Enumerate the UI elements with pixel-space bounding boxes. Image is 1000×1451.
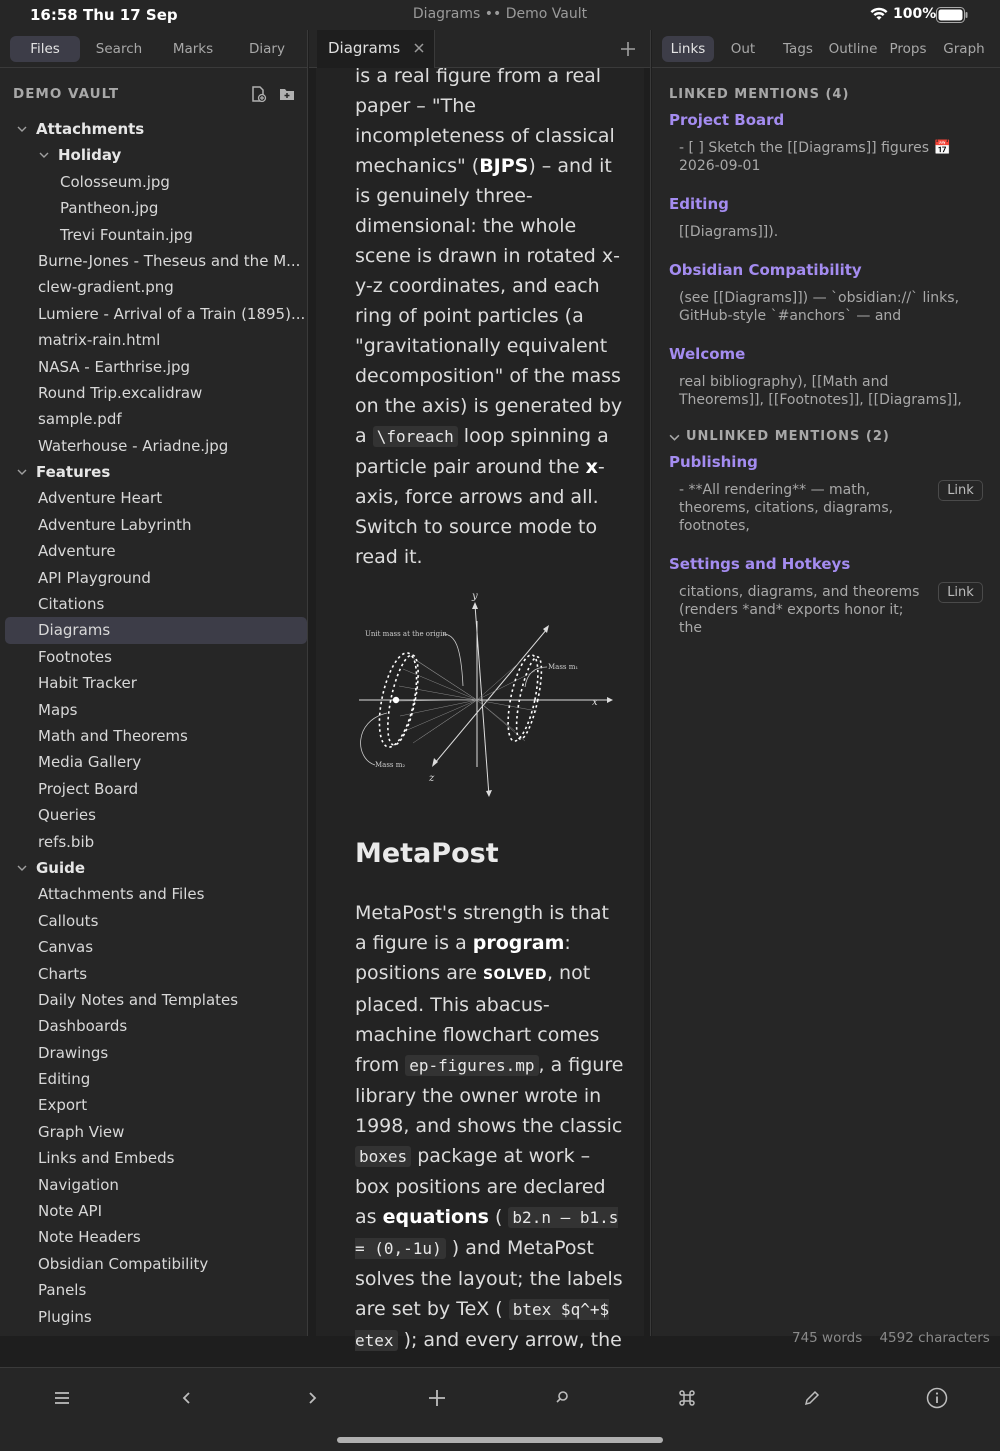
battery-percent: 100% <box>893 6 937 22</box>
file-item[interactable]: sample.pdf <box>38 410 122 429</box>
file-item[interactable]: Maps <box>38 700 78 719</box>
file-sidebar <box>0 30 308 1336</box>
file-item[interactable]: Media Gallery <box>38 753 142 772</box>
file-item[interactable]: Plugins <box>38 1307 92 1326</box>
file-item[interactable]: Editing <box>38 1070 91 1089</box>
chevron-down-icon[interactable] <box>39 150 49 160</box>
vault-name: DEMO VAULT <box>13 86 120 102</box>
inline-code: \foreach <box>373 426 458 447</box>
link-button[interactable]: Link <box>938 582 983 603</box>
word-count <box>792 1330 990 1346</box>
text: ) and MetaPost solves the layout; the labels are set by TeX ( <box>355 1237 623 1320</box>
mention-snippet[interactable]: - **All rendering** — math, theorems, citations, diagrams, footnotes, <box>679 482 894 534</box>
characters-count: 4592 characters <box>879 1330 990 1346</box>
chevron-down-icon[interactable] <box>669 432 680 443</box>
inline-code: btex $q^+$ etex <box>355 1300 610 1350</box>
file-item[interactable]: Footnotes <box>38 647 112 666</box>
chevron-down-icon[interactable] <box>17 863 27 873</box>
mention-snippet[interactable]: - [ ] Sketch the [[Diagrams]] figures 📅 2026-09-01 <box>679 140 951 174</box>
paragraph-metapost <box>355 898 625 1356</box>
text: MetaPost's strength is that a figure is a <box>355 902 609 954</box>
mention-title[interactable]: Obsidian Compatibility <box>669 261 862 279</box>
tab-marks[interactable]: Marks <box>172 41 214 57</box>
file-item[interactable]: Queries <box>38 806 96 825</box>
file-item[interactable]: Pantheon.jpg <box>60 199 159 218</box>
axis-y-label: y <box>472 591 478 602</box>
new-note-icon[interactable] <box>250 86 266 102</box>
info-icon[interactable] <box>925 1386 949 1410</box>
text: ) – and it is genuinely three-dimensional: the whole scene is drawn in rotated x-y-z coordinates, and each ring of point particles (a "gravitationally equivalent decomposition" of the mass on the axis) is generated by a <box>355 155 623 447</box>
file-item[interactable]: refs.bib <box>38 832 95 851</box>
status-time: 16:58 <box>30 6 78 24</box>
tab-tags[interactable]: Tags <box>783 41 813 57</box>
file-item[interactable]: Habit Tracker <box>38 674 137 693</box>
link-button[interactable]: Link <box>938 480 983 501</box>
window-title: Diagrams •• Demo Vault <box>412 6 588 22</box>
inline-code: b2.n – b1.s = (0,-1u) <box>355 1208 619 1258</box>
edit-icon[interactable] <box>800 1386 824 1410</box>
mention-title[interactable]: Welcome <box>669 345 746 363</box>
paragraph-bjps <box>355 61 625 572</box>
close-icon[interactable] <box>413 42 425 54</box>
wifi-icon <box>869 6 889 22</box>
command-icon[interactable] <box>675 1386 699 1410</box>
note-content[interactable] <box>316 65 644 1351</box>
file-item[interactable]: Citations <box>38 595 105 614</box>
mention-title[interactable]: Project Board <box>669 111 785 129</box>
forward-icon[interactable] <box>300 1386 324 1410</box>
file-item[interactable]: Note API <box>38 1202 103 1221</box>
words-count: 745 words <box>792 1330 863 1346</box>
bottom-toolbar <box>0 1367 1000 1451</box>
backlinks-panel <box>652 30 1000 1336</box>
tab-links[interactable]: Links <box>662 36 714 62</box>
battery-icon <box>936 7 968 23</box>
bold-text: equations <box>382 1206 489 1228</box>
tab-diary[interactable]: Diary <box>249 41 285 57</box>
menu-icon[interactable] <box>50 1386 74 1410</box>
axis-x-label: x <box>592 697 598 708</box>
text: ); and every arrow, the <box>397 1329 622 1351</box>
text: ( <box>488 1206 509 1228</box>
bold-text: x <box>585 456 598 478</box>
tab-files[interactable]: Files <box>10 36 80 62</box>
small-caps-text: SOLVED <box>482 967 547 983</box>
inline-code: boxes <box>355 1146 411 1167</box>
file-item[interactable]: Adventure Labyrinth <box>38 515 192 534</box>
inline-code: ep-figures.mp <box>405 1055 538 1076</box>
editor-pane <box>309 30 651 1351</box>
tab-label: Diagrams <box>328 39 401 57</box>
mention-snippet[interactable]: [[Diagrams]]). <box>679 224 779 240</box>
status-bar <box>0 0 1000 30</box>
bold-text: program <box>472 932 565 954</box>
file-item[interactable]: Math and Theorems <box>38 726 188 745</box>
new-folder-icon[interactable] <box>279 86 295 102</box>
heading-metapost: MetaPost <box>355 838 499 869</box>
file-item[interactable]: Daily Notes and Templates <box>38 990 239 1009</box>
text: package at work – box positions are declared as <box>355 1145 606 1228</box>
file-item[interactable]: Graph View <box>38 1122 125 1141</box>
label-mass-m1: Mass m₁ <box>548 663 579 671</box>
text: : positions are <box>355 932 571 984</box>
chevron-down-icon[interactable] <box>17 124 27 134</box>
mention-snippet[interactable]: (see [[Diagrams]]) — `obsidian://` links, GitHub-style `#anchors` — and <box>679 290 960 324</box>
file-item[interactable]: Round Trip.excalidraw <box>38 383 203 402</box>
folder-item[interactable]: Attachments <box>0 116 308 142</box>
file-item[interactable]: Charts <box>38 964 88 983</box>
mention-snippet[interactable]: real bibliography), [[Math and Theorems]], [[Footnotes]], [[Diagrams]], <box>679 374 962 408</box>
bold-text: BJPS <box>479 155 529 177</box>
home-indicator[interactable] <box>337 1437 663 1443</box>
file-item[interactable]: Callouts <box>38 911 99 930</box>
text: -axis, force arrows and all. Switch to source mode to read it. <box>355 456 605 568</box>
file-item[interactable]: Drawings <box>38 1043 109 1062</box>
new-note-icon[interactable] <box>425 1386 449 1410</box>
file-item[interactable]: Adventure <box>38 542 116 561</box>
file-item[interactable]: API Playground <box>38 568 151 587</box>
folder-item[interactable]: Features <box>0 459 308 485</box>
file-item[interactable]: Canvas <box>38 938 94 957</box>
unlinked-mentions-header[interactable]: UNLINKED MENTIONS (2) <box>686 429 890 444</box>
file-item[interactable]: Navigation <box>38 1175 119 1194</box>
label-mass-m2: Mass m₂ <box>375 761 406 769</box>
file-item[interactable]: clew-gradient.png <box>38 278 174 297</box>
mention-title[interactable]: Publishing <box>669 453 758 471</box>
file-item[interactable]: Lumiere - Arrival of a Train (1895)... <box>38 304 306 323</box>
file-tree <box>0 116 308 1330</box>
tab-search[interactable]: Search <box>95 41 143 57</box>
mention-title[interactable]: Settings and Hotkeys <box>669 555 851 573</box>
mechanics-figure <box>355 591 617 811</box>
file-item[interactable]: Attachments and Files <box>38 885 205 904</box>
tab-out[interactable]: Out <box>730 41 756 57</box>
mention-title[interactable]: Editing <box>669 195 729 213</box>
sidebar-tabs <box>0 30 307 68</box>
file-item[interactable]: Waterhouse - Ariadne.jpg <box>38 436 229 455</box>
file-item[interactable]: Project Board <box>38 779 139 798</box>
file-item[interactable]: Adventure Heart <box>38 489 163 508</box>
linked-mentions-header[interactable]: LINKED MENTIONS (4) <box>669 87 850 102</box>
text: , not placed. This abacus-machine flowchart comes from <box>355 962 600 1076</box>
file-item[interactable]: Burne-Jones - Theseus and the M... <box>38 251 301 270</box>
tab-props[interactable]: Props <box>889 41 927 57</box>
new-tab-icon[interactable] <box>620 41 636 57</box>
file-item[interactable]: Dashboards <box>38 1017 128 1036</box>
file-item[interactable]: Diagrams <box>5 617 307 643</box>
chevron-down-icon[interactable] <box>17 467 27 477</box>
folder-item[interactable]: Holiday <box>0 142 308 168</box>
file-item[interactable]: matrix-rain.html <box>38 331 161 350</box>
axis-z-label: z <box>429 773 435 784</box>
tab-graph[interactable]: Graph <box>943 41 985 57</box>
tab-outline[interactable]: Outline <box>828 41 878 57</box>
mention-snippet[interactable]: citations, diagrams, and theorems (renders *and* exports honor it; the <box>679 584 920 636</box>
file-item[interactable]: Panels <box>38 1281 87 1300</box>
file-item[interactable]: Trevi Fountain.jpg <box>60 225 193 244</box>
panel-tabs <box>652 30 1000 68</box>
label-unit-mass: Unit mass at the origin <box>365 630 447 638</box>
search-icon[interactable] <box>550 1386 574 1410</box>
back-icon[interactable] <box>175 1386 199 1410</box>
file-item[interactable]: NASA - Earthrise.jpg <box>38 357 191 376</box>
folder-item[interactable]: Guide <box>0 855 308 881</box>
file-item[interactable]: Colosseum.jpg <box>60 172 170 191</box>
file-item[interactable]: Note Headers <box>38 1228 141 1247</box>
text: loop spinning a particle pair around the <box>355 425 609 478</box>
text: , a figure library the owner wrote in 1998, and shows the classic <box>355 1054 624 1137</box>
file-item[interactable]: Links and Embeds <box>38 1149 175 1168</box>
file-item[interactable]: Export <box>38 1096 88 1115</box>
text: is a real figure from a real paper – "The incompleteness of classical mechanics" ( <box>355 65 615 177</box>
file-item[interactable]: Obsidian Compatibility <box>38 1254 209 1273</box>
status-date: Thu 17 Sep <box>83 6 178 24</box>
